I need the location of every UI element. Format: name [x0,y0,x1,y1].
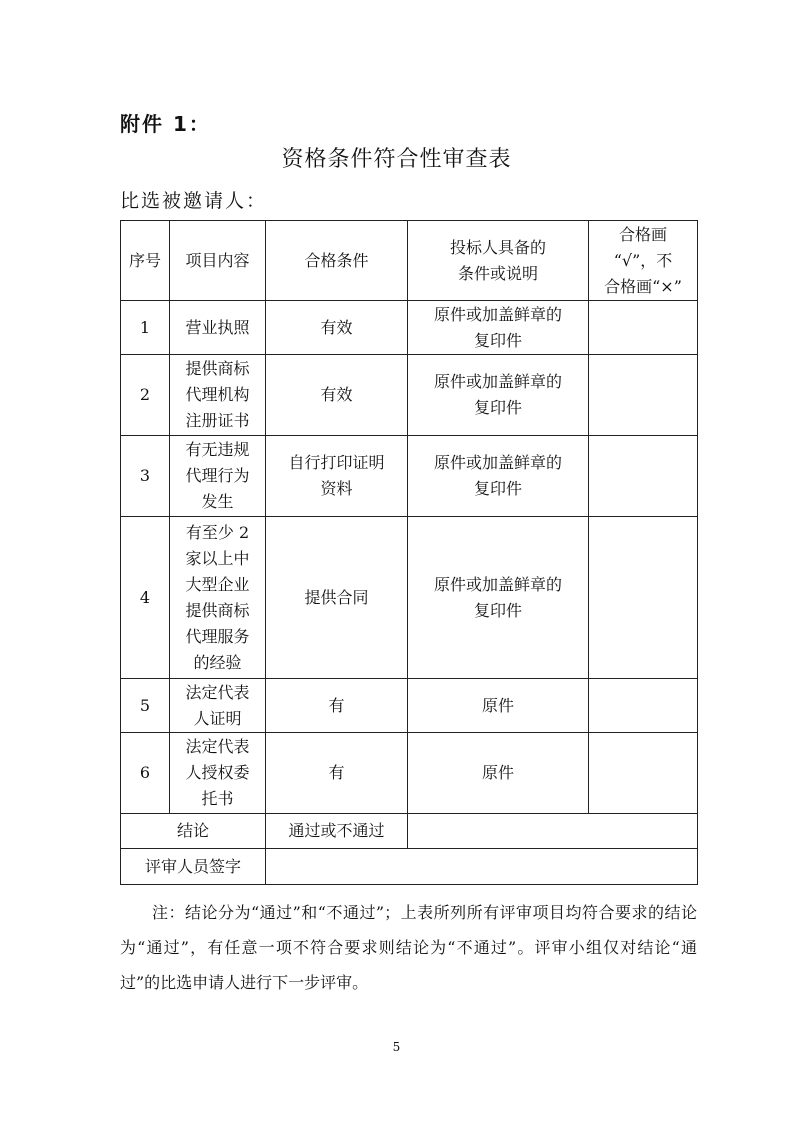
row-condition-line: 有 [328,695,345,715]
row-seq: 4 [121,517,170,679]
header-bidder-line: 投标人具备的 [449,237,546,257]
header-item: 项目内容 [170,221,266,301]
conclusion-value: 通过或不通过 [266,814,408,849]
header-mark [589,221,698,301]
row-item-line: 托书 [201,789,234,808]
header-bidder-line: 条件或说明 [457,263,538,283]
row-evidence [408,517,589,679]
row-evidence-line: 原件 [481,763,514,782]
page-number: 5 [392,1040,401,1054]
row-condition-line: 有 [328,763,345,782]
row-condition-line: 提供合同 [304,587,369,607]
row-condition-line: 有效 [320,317,353,337]
row-item [170,733,266,814]
row-mark-cell[interactable] [589,436,698,517]
row-item-line: 的经验 [193,652,242,672]
note [120,895,697,1000]
row-mark-cell[interactable] [589,679,698,733]
row-evidence-line: 原件或加盖鲜章的 [433,304,562,324]
row-item [170,301,266,355]
row-seq: 6 [121,733,170,814]
row-evidence-line: 原件或加盖鲜章的 [433,372,562,391]
row-condition [266,355,408,436]
row-item [170,679,266,733]
header-seq: 序号 [121,221,170,301]
signature-row [121,849,698,885]
row-evidence-line: 复印件 [473,479,522,498]
table-row [121,301,698,355]
row-item-line: 有至少 2 [185,522,250,542]
row-item-line: 发生 [201,492,234,511]
row-evidence-line: 原件或加盖鲜章的 [433,574,562,594]
row-item-line: 大型企业 [185,574,250,594]
row-item-line: 代理行为 [185,466,250,485]
row-evidence [408,436,589,517]
table-row [121,355,698,436]
row-condition-line: 资料 [320,479,353,498]
row-evidence-line: 复印件 [473,330,522,350]
table-row [121,517,698,679]
row-evidence-line: 原件 [481,695,514,715]
row-mark-cell[interactable] [589,301,698,355]
header-mark-line: “√”，不 [613,250,673,270]
table-row [121,733,698,814]
row-seq: 1 [121,301,170,355]
row-mark-cell[interactable] [589,355,698,436]
table-body [121,301,698,814]
row-item-line: 注册证书 [185,411,250,430]
row-item [170,355,266,436]
signature-cell[interactable] [266,849,698,885]
row-seq: 5 [121,679,170,733]
row-item-line: 提供商标 [185,359,250,378]
row-evidence [408,679,589,733]
row-item-line: 代理机构 [185,385,250,404]
row-item-line: 营业执照 [185,317,250,337]
row-item [170,517,266,679]
signature-label: 评审人员签字 [121,849,266,885]
row-condition [266,517,408,679]
row-item-line: 提供商标 [185,600,250,620]
invitee-label: 比选被邀请人： [120,190,268,212]
row-item-line: 法定代表 [185,682,250,702]
row-item-line: 人证明 [193,708,242,728]
row-condition-line: 有效 [320,385,353,404]
row-condition [266,733,408,814]
row-condition [266,301,408,355]
conclusion-label: 结论 [121,814,266,849]
row-evidence-line: 原件或加盖鲜章的 [433,453,562,472]
row-item-line: 法定代表 [185,737,250,756]
conclusion-row [121,814,698,849]
header-mark-line: 合格画 [618,224,667,244]
conclusion-result-cell[interactable] [408,814,698,849]
row-item-line: 代理服务 [185,626,250,646]
page-title: 资格条件符合性审查表 [281,147,512,172]
attachment-label: 附件 1： [120,112,211,136]
row-condition [266,679,408,733]
table-row [121,679,698,733]
header-condition: 合格条件 [266,221,408,301]
note-text: 注：结论分为“通过”和“不通过”；上表所列所有评审项目均符合要求的结论为“通过”，有任意一项不符合要求则结论为“不通过”。评审小组仅对结论“通过”的比选申请人进行下一步评审。 [120,903,697,992]
row-mark-cell[interactable] [589,517,698,679]
row-evidence-line: 复印件 [473,600,522,620]
header-row [121,221,698,301]
row-item [170,436,266,517]
row-item-line: 有无违规 [185,440,250,459]
row-evidence [408,301,589,355]
header-mark-line: 合格画“×” [604,276,682,296]
row-mark-cell[interactable] [589,733,698,814]
row-condition [266,436,408,517]
row-evidence-line: 复印件 [473,398,522,417]
row-evidence [408,733,589,814]
table-row [121,436,698,517]
review-table [120,220,698,885]
header-bidder [408,221,589,301]
row-item-line: 家以上中 [185,548,250,568]
row-condition-line: 自行打印证明 [288,453,385,472]
row-seq: 2 [121,355,170,436]
row-evidence [408,355,589,436]
row-seq: 3 [121,436,170,517]
row-item-line: 人授权委 [185,763,250,782]
